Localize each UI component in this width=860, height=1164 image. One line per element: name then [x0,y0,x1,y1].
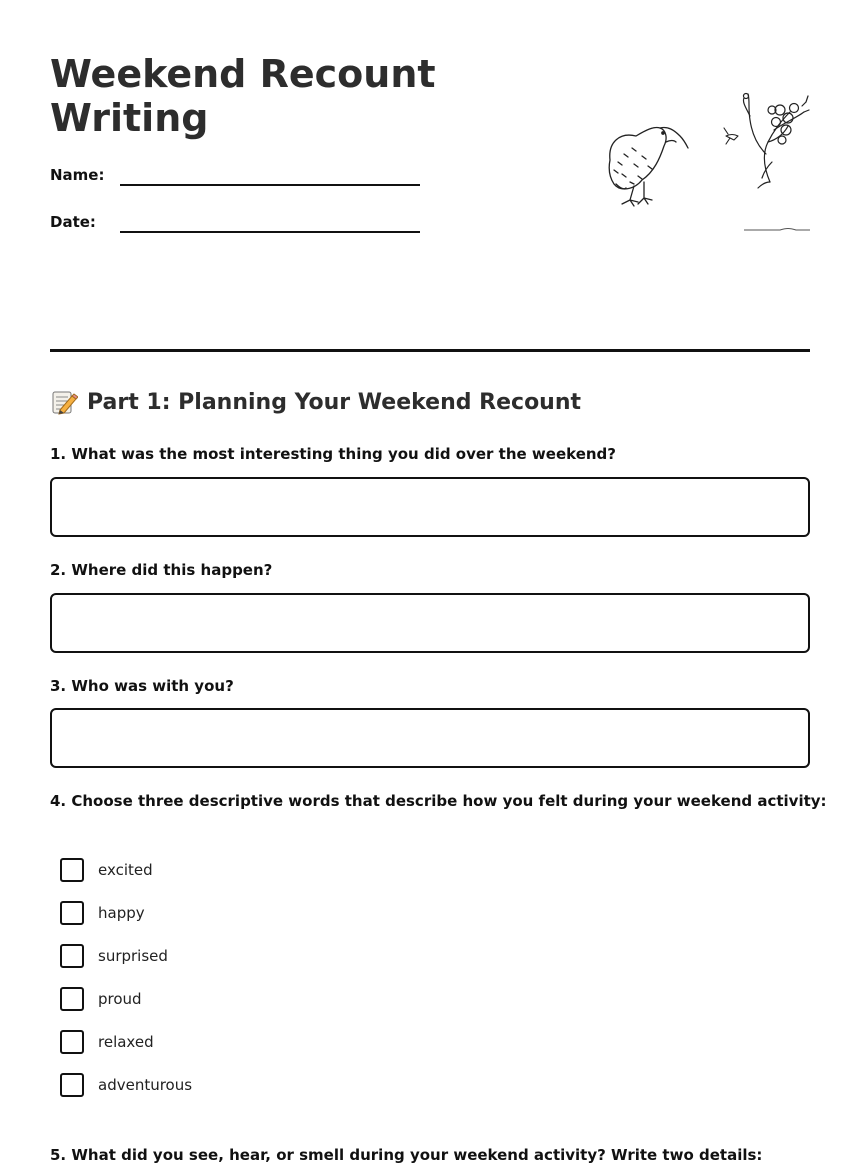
feeling-label: surprised [98,947,168,965]
ground-line [744,229,810,231]
answer-box-1[interactable] [50,477,810,537]
title-line-1: Weekend Recount [50,52,436,96]
header-illustration [550,50,810,250]
section-divider [50,349,810,352]
blossom-branch-icon [743,94,809,189]
name-line[interactable] [120,184,420,186]
feeling-option-excited[interactable] [60,857,153,883]
memo-icon [50,388,78,416]
feeling-option-happy[interactable] [60,900,145,926]
question-4: 4. Choose three descriptive words that describe how you felt during your weekend activity: [50,792,827,810]
feeling-option-adventurous[interactable] [60,1072,192,1098]
checkbox[interactable] [60,858,84,882]
question-5: 5. What did you see, hear, or smell during your weekend activity? Write two details: [50,1146,763,1164]
feeling-label: relaxed [98,1033,154,1051]
part1-heading [50,388,581,416]
date-field[interactable] [50,213,420,237]
date-label: Date: [50,213,96,231]
answer-box-3[interactable] [50,708,810,768]
feeling-label: excited [98,861,153,879]
title-line-2: Writing [50,96,209,140]
checkbox[interactable] [60,987,84,1011]
checkbox[interactable] [60,944,84,968]
feeling-option-proud[interactable] [60,986,142,1012]
feeling-label: happy [98,904,145,922]
date-line[interactable] [120,231,420,233]
feeling-option-relaxed[interactable] [60,1029,154,1055]
question-2: 2. Where did this happen? [50,561,273,579]
checkbox[interactable] [60,1073,84,1097]
name-label: Name: [50,166,105,184]
small-bird-icon [724,128,738,144]
question-3: 3. Who was with you? [50,677,234,695]
checkbox[interactable] [60,901,84,925]
kiwi-bird-icon [609,127,688,206]
feeling-label: adventurous [98,1076,193,1094]
feeling-label: proud [98,990,142,1008]
page-title [50,52,470,140]
feeling-option-surprised[interactable] [60,943,168,969]
answer-box-2[interactable] [50,593,810,653]
checkbox[interactable] [60,1030,84,1054]
question-1: 1. What was the most interesting thing you did over the weekend? [50,445,616,463]
part1-heading-text: Part 1: Planning Your Weekend Recount [87,389,582,415]
name-field[interactable] [50,166,420,190]
